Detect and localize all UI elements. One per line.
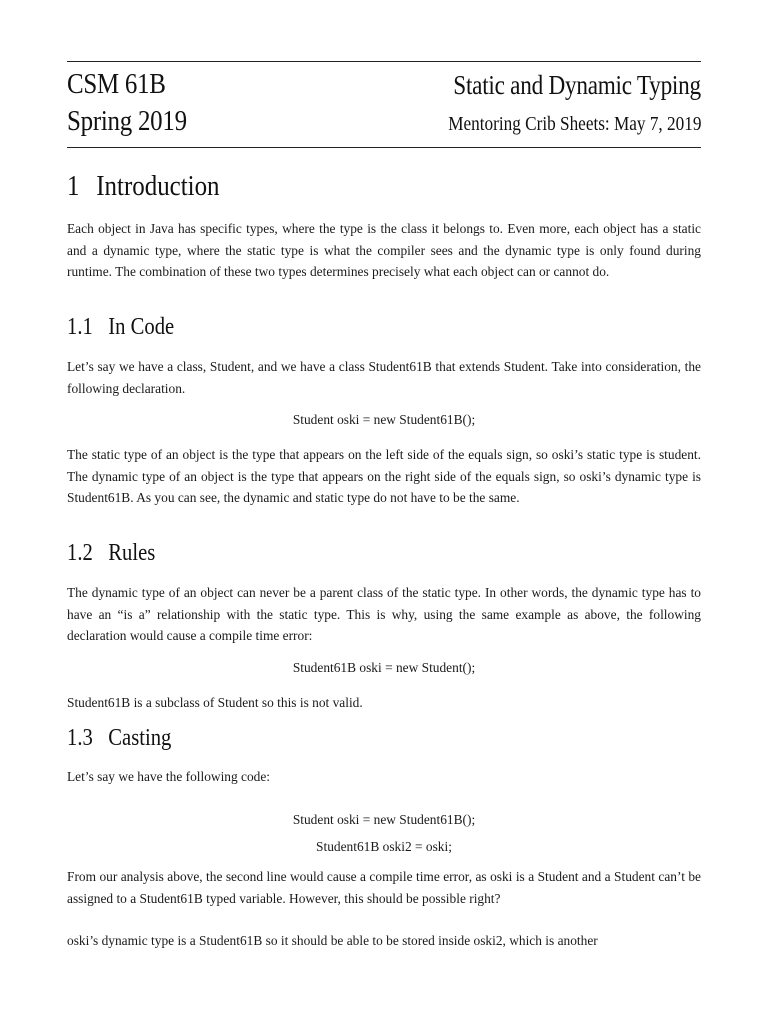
document-subtitle: Mentoring Crib Sheets: May 7, 2019: [447, 113, 701, 135]
section-title: In Code: [108, 314, 175, 340]
code-line: Student61B oski = new Student();: [292, 660, 476, 675]
header-bottom-rule: [67, 147, 701, 148]
section-title: Rules: [108, 540, 156, 566]
paragraph-rules-1: The dynamic type of an object can never be a parent class of the static type. In other words, the dynamic type has to have an “is a” relationship with the static type. This is why, using the same example as above, the following declaration would cause a compile time error:: [67, 585, 701, 643]
code-line: Student61B oski2 = oski;: [316, 839, 452, 854]
section-heading-casting: [67, 725, 171, 752]
course-name: CSM 61B: [67, 68, 166, 100]
section-heading-in-code: [67, 314, 174, 341]
document-title: Static and Dynamic Typing: [453, 70, 701, 100]
section-number: 1.2: [67, 540, 93, 566]
paragraph-in-code-1: Let’s say we have a class, Student, and we have a class Student61B that extends Student. Take into consideration, the following declaration.: [67, 359, 701, 396]
section-heading-rules: [67, 540, 155, 567]
code-line: Student oski = new Student61B();: [292, 812, 476, 827]
section-number: 1: [67, 170, 80, 202]
term: Spring 2019: [67, 105, 187, 137]
paragraph-introduction: Each object in Java has specific types, where the type is the class it belongs to. Even more, each object has a static and a dynamic type, where the static type is what the compiler sees and the dynamic type is only found during runtime. The combination of these two types determines precisely what each object can or cannot do.: [67, 221, 701, 279]
header-top-rule: [67, 61, 701, 62]
paragraph-in-code-2: The static type of an object is the type that appears on the left side of the equals sign, so oski’s static type is student. The dynamic type of an object is the type that appears on the right side of the equals sign, so oski’s dynamic type is Student61B. As you can see, the dynamic and static type do not have to be the same.: [67, 447, 701, 505]
section-number: 1.1: [67, 314, 93, 340]
section-heading-introduction: [67, 170, 220, 203]
section-number: 1.3: [67, 725, 93, 751]
paragraph-casting-3: oski’s dynamic type is a Student61B so it should be able to be stored inside oski2, which is another: [67, 933, 598, 948]
paragraph-casting-2: From our analysis above, the second line would cause a compile time error, as oski is a Student and a Student can’t be assigned to a Student61B typed variable. However, this should be possible right?: [67, 869, 701, 906]
paragraph-rules-2: Student61B is a subclass of Student so this is not valid.: [67, 695, 363, 710]
section-title: Introduction: [96, 170, 220, 202]
code-line: Student oski = new Student61B();: [292, 412, 476, 427]
paragraph-casting-1: Let’s say we have the following code:: [67, 769, 271, 784]
section-title: Casting: [108, 725, 172, 751]
